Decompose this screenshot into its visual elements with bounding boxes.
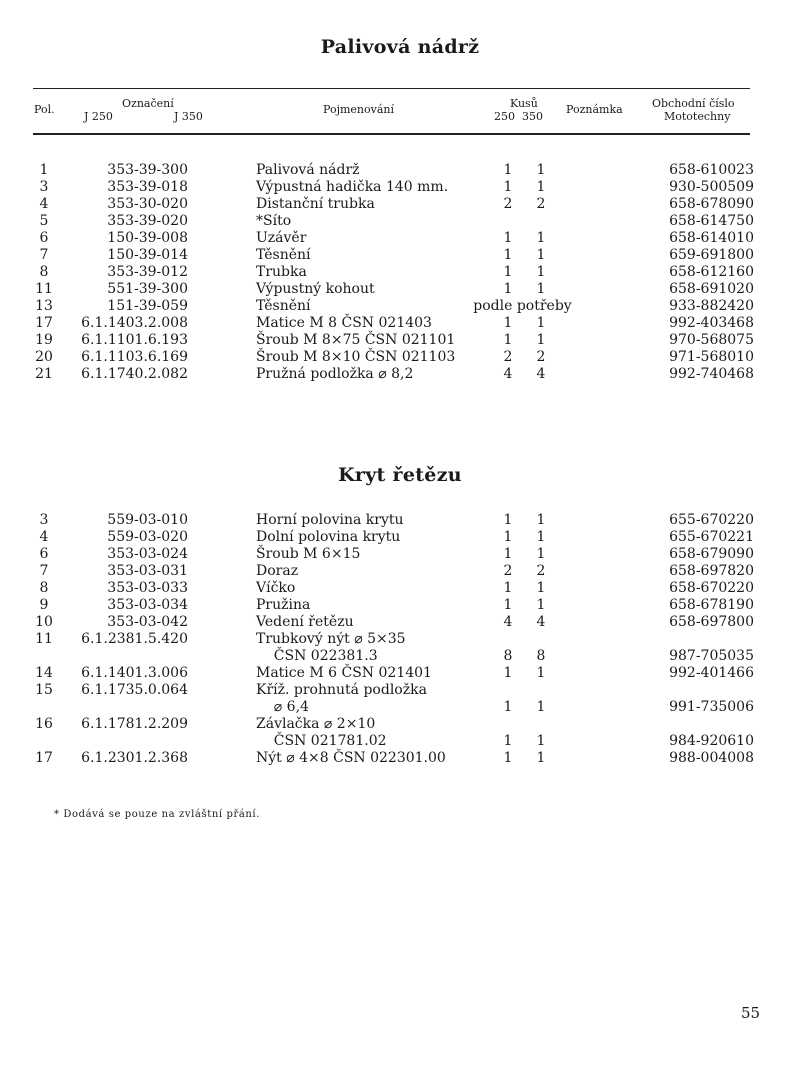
cell-order-number: 659-691800	[669, 247, 754, 263]
cell-qty-250: 1	[503, 733, 513, 749]
cell-qty-350: 1	[536, 315, 546, 331]
cell-code: 6.1.1735.0.064	[81, 682, 188, 698]
cell-code: 559-03-020	[107, 529, 188, 545]
cell-pol: 6	[39, 230, 49, 246]
cell-order-number: 987-705035	[669, 648, 754, 664]
cell-name: Pružná podložka ⌀ 8,2	[256, 366, 414, 382]
cell-qty-250: 1	[503, 699, 513, 715]
cell-pol: 16	[35, 716, 53, 732]
cell-name: Těsnění	[256, 247, 311, 263]
cell-order-number: 658-697800	[669, 614, 754, 630]
cell-qty-350: 1	[536, 580, 546, 596]
cell-pol: 17	[35, 750, 53, 766]
cell-qty-350: 2	[536, 349, 546, 365]
cell-order-number: 655-670221	[669, 529, 754, 545]
table-row	[0, 315, 800, 332]
header-kusu: Kusů	[510, 97, 538, 110]
cell-pol: 8	[39, 264, 49, 280]
cell-qty-250: 2	[503, 349, 513, 365]
cell-qty-250: 1	[503, 247, 513, 263]
cell-name: Závlačka ⌀ 2×10	[256, 716, 376, 732]
cell-order-number: 658-697820	[669, 563, 754, 579]
cell-qty-250: 1	[503, 230, 513, 246]
cell-name: Víčko	[256, 580, 296, 596]
cell-code: 6.1.2301.2.368	[81, 750, 188, 766]
table-row	[0, 196, 800, 213]
cell-name: Dolní polovina krytu	[256, 529, 401, 545]
cell-pol: 11	[35, 631, 53, 647]
cell-name: Palivová nádrž	[256, 162, 360, 178]
cell-order-number: 984-920610	[669, 733, 754, 749]
cell-qty-350: 1	[536, 230, 546, 246]
cell-code: 6.1.1103.6.169	[81, 349, 188, 365]
cell-code: 559-03-010	[107, 512, 188, 528]
cell-qty-350: 4	[536, 614, 546, 630]
cell-qty-350: 1	[536, 546, 546, 562]
cell-pol: 11	[35, 281, 53, 297]
table-row	[0, 179, 800, 196]
table-row	[0, 546, 800, 563]
cell-note: podle potřeby	[473, 298, 572, 314]
cell-name: Výpustná hadička 140 mm.	[256, 179, 449, 195]
cell-order-number: 658-679090	[669, 546, 754, 562]
cell-order-number: 658-678190	[669, 597, 754, 613]
cell-name: Šroub M 6×15	[256, 546, 361, 562]
cell-name: Horní polovina krytu	[256, 512, 404, 528]
cell-order-number: 992-401466	[669, 665, 754, 681]
cell-code: 6.1.1781.2.209	[81, 716, 188, 732]
cell-pol: 4	[39, 529, 49, 545]
cell-pol: 10	[35, 614, 53, 630]
cell-code: 151-39-059	[107, 298, 188, 314]
header-oznaceni: Označení	[122, 97, 174, 110]
table-row	[0, 614, 800, 631]
table-row	[0, 213, 800, 230]
table-row	[0, 631, 800, 648]
cell-qty-250: 1	[503, 281, 513, 297]
cell-code: 353-03-042	[107, 614, 188, 630]
cell-qty-350: 1	[536, 665, 546, 681]
cell-qty-350: 1	[536, 733, 546, 749]
cell-name: ČSN 022381.3	[256, 648, 378, 664]
header-pojmenovani: Pojmenování	[323, 103, 395, 116]
cell-code: 6.1.1740.2.082	[81, 366, 188, 382]
cell-qty-250: 1	[503, 580, 513, 596]
table-row	[0, 750, 800, 767]
table-row	[0, 230, 800, 247]
table-row	[0, 665, 800, 682]
cell-qty-250: 8	[503, 648, 513, 664]
cell-code: 353-03-031	[107, 563, 188, 579]
header-j350: J 350	[174, 110, 203, 123]
cell-order-number: 658-612160	[669, 264, 754, 280]
cell-name: Těsnění	[256, 298, 311, 314]
cell-order-number: 658-691020	[669, 281, 754, 297]
cell-name: Kříž. prohnutá podložka	[256, 682, 427, 698]
cell-name: Trubka	[256, 264, 307, 280]
cell-qty-250: 1	[503, 546, 513, 562]
header-kusu-sub: 250 350	[494, 110, 543, 123]
page-number: 55	[741, 1004, 761, 1022]
header-top-rule	[33, 88, 750, 89]
cell-code: 353-30-020	[107, 196, 188, 212]
table-row	[0, 349, 800, 366]
cell-qty-250: 1	[503, 315, 513, 331]
cell-name: *Síto	[256, 213, 292, 229]
cell-qty-350: 1	[536, 281, 546, 297]
section-title-chain-cover: Kryt řetězu	[338, 464, 462, 486]
cell-name: Pružina	[256, 597, 311, 613]
cell-order-number: 658-610023	[669, 162, 754, 178]
cell-pol: 1	[39, 162, 49, 178]
cell-name: Šroub M 8×75 ČSN 021101	[256, 332, 456, 348]
cell-order-number: 970-568075	[669, 332, 754, 348]
table-row	[0, 512, 800, 529]
cell-order-number: 658-670220	[669, 580, 754, 596]
table-row	[0, 597, 800, 614]
cell-qty-250: 2	[503, 563, 513, 579]
header-obch-1: Obchodní číslo	[652, 97, 735, 110]
cell-qty-350: 1	[536, 597, 546, 613]
parts-table-chain-cover	[0, 512, 800, 767]
header-poznamka: Poznámka	[566, 103, 623, 116]
table-row	[0, 298, 800, 315]
header-pol: Pol.	[34, 103, 55, 116]
cell-order-number: 658-614010	[669, 230, 754, 246]
cell-code: 353-03-034	[107, 597, 188, 613]
table-row	[0, 366, 800, 383]
cell-order-number: 658-678090	[669, 196, 754, 212]
cell-code: 353-39-300	[107, 162, 188, 178]
cell-name: Výpustný kohout	[256, 281, 375, 297]
cell-qty-250: 1	[503, 179, 513, 195]
cell-order-number: 988-004008	[669, 750, 754, 766]
cell-qty-250: 1	[503, 512, 513, 528]
cell-name: Vedení řetězu	[256, 614, 354, 630]
section-title-fuel-tank: Palivová nádrž	[320, 36, 480, 58]
cell-qty-250: 1	[503, 529, 513, 545]
cell-qty-350: 4	[536, 366, 546, 382]
cell-qty-350: 1	[536, 162, 546, 178]
cell-pol: 6	[39, 546, 49, 562]
footnote: * Dodává se pouze na zvláštní přání.	[54, 809, 261, 820]
table-row	[0, 529, 800, 546]
cell-qty-350: 1	[536, 529, 546, 545]
cell-qty-250: 1	[503, 264, 513, 280]
cell-qty-250: 1	[503, 332, 513, 348]
cell-qty-250: 2	[503, 196, 513, 212]
cell-name: Uzávěr	[256, 230, 307, 246]
cell-code: 353-39-020	[107, 213, 188, 229]
cell-code: 353-39-012	[107, 264, 188, 280]
cell-qty-250: 1	[503, 665, 513, 681]
cell-order-number: 658-614750	[669, 213, 754, 229]
cell-qty-350: 1	[536, 699, 546, 715]
cell-pol: 9	[39, 597, 49, 613]
cell-pol: 5	[39, 213, 49, 229]
cell-qty-350: 1	[536, 179, 546, 195]
cell-code: 6.1.1101.6.193	[81, 332, 188, 348]
parts-table-fuel-tank	[0, 162, 800, 383]
cell-name: ⌀ 6,4	[256, 699, 309, 715]
cell-qty-250: 4	[503, 366, 513, 382]
cell-qty-350: 1	[536, 512, 546, 528]
cell-qty-250: 4	[503, 614, 513, 630]
table-row	[0, 716, 800, 733]
cell-name: ČSN 021781.02	[256, 733, 387, 749]
cell-order-number: 991-735006	[669, 699, 754, 715]
header-bottom-rule	[33, 133, 750, 135]
cell-pol: 8	[39, 580, 49, 596]
cell-qty-350: 1	[536, 264, 546, 280]
cell-qty-250: 1	[503, 162, 513, 178]
table-row	[0, 332, 800, 349]
cell-name: Matice M 8 ČSN 021403	[256, 315, 432, 331]
cell-pol: 7	[39, 247, 49, 263]
cell-qty-350: 1	[536, 750, 546, 766]
cell-qty-350: 1	[536, 247, 546, 263]
cell-code: 353-03-033	[107, 580, 188, 596]
table-row	[0, 563, 800, 580]
table-row	[0, 648, 800, 665]
cell-code: 353-39-018	[107, 179, 188, 195]
cell-order-number: 971-568010	[669, 349, 754, 365]
cell-pol: 19	[35, 332, 53, 348]
cell-code: 6.1.1403.2.008	[81, 315, 188, 331]
cell-name: Šroub M 8×10 ČSN 021103	[256, 349, 456, 365]
cell-pol: 7	[39, 563, 49, 579]
cell-pol: 14	[35, 665, 53, 681]
cell-pol: 17	[35, 315, 53, 331]
cell-pol: 15	[35, 682, 53, 698]
table-row	[0, 699, 800, 716]
table-row	[0, 247, 800, 264]
cell-code: 6.1.1401.3.006	[81, 665, 188, 681]
cell-qty-250: 1	[503, 597, 513, 613]
cell-qty-250: 1	[503, 750, 513, 766]
cell-code: 353-03-024	[107, 546, 188, 562]
cell-qty-350: 8	[536, 648, 546, 664]
header-j250: J 250	[84, 110, 113, 123]
cell-name: Trubkový nýt ⌀ 5×35	[256, 631, 406, 647]
cell-code: 551-39-300	[107, 281, 188, 297]
cell-name: Nýt ⌀ 4×8 ČSN 022301.00	[256, 750, 446, 766]
cell-order-number: 992-403468	[669, 315, 754, 331]
cell-qty-350: 1	[536, 332, 546, 348]
cell-code: 150-39-014	[107, 247, 188, 263]
cell-name: Matice M 6 ČSN 021401	[256, 665, 432, 681]
cell-name: Distanční trubka	[256, 196, 375, 212]
cell-name: Doraz	[256, 563, 299, 579]
cell-pol: 4	[39, 196, 49, 212]
cell-code: 150-39-008	[107, 230, 188, 246]
table-row	[0, 682, 800, 699]
cell-pol: 3	[39, 179, 49, 195]
cell-order-number: 933-882420	[669, 298, 754, 314]
table-row	[0, 733, 800, 750]
cell-qty-350: 2	[536, 563, 546, 579]
table-row	[0, 580, 800, 597]
cell-pol: 13	[35, 298, 53, 314]
cell-pol: 3	[39, 512, 49, 528]
table-row	[0, 264, 800, 281]
cell-pol: 21	[35, 366, 53, 382]
cell-qty-350: 2	[536, 196, 546, 212]
cell-order-number: 655-670220	[669, 512, 754, 528]
header-obch-2: Mototechny	[664, 110, 731, 123]
cell-code: 6.1.2381.5.420	[81, 631, 188, 647]
table-row	[0, 162, 800, 179]
cell-pol: 20	[35, 349, 53, 365]
cell-order-number: 930-500509	[669, 179, 754, 195]
cell-order-number: 992-740468	[669, 366, 754, 382]
table-row	[0, 281, 800, 298]
